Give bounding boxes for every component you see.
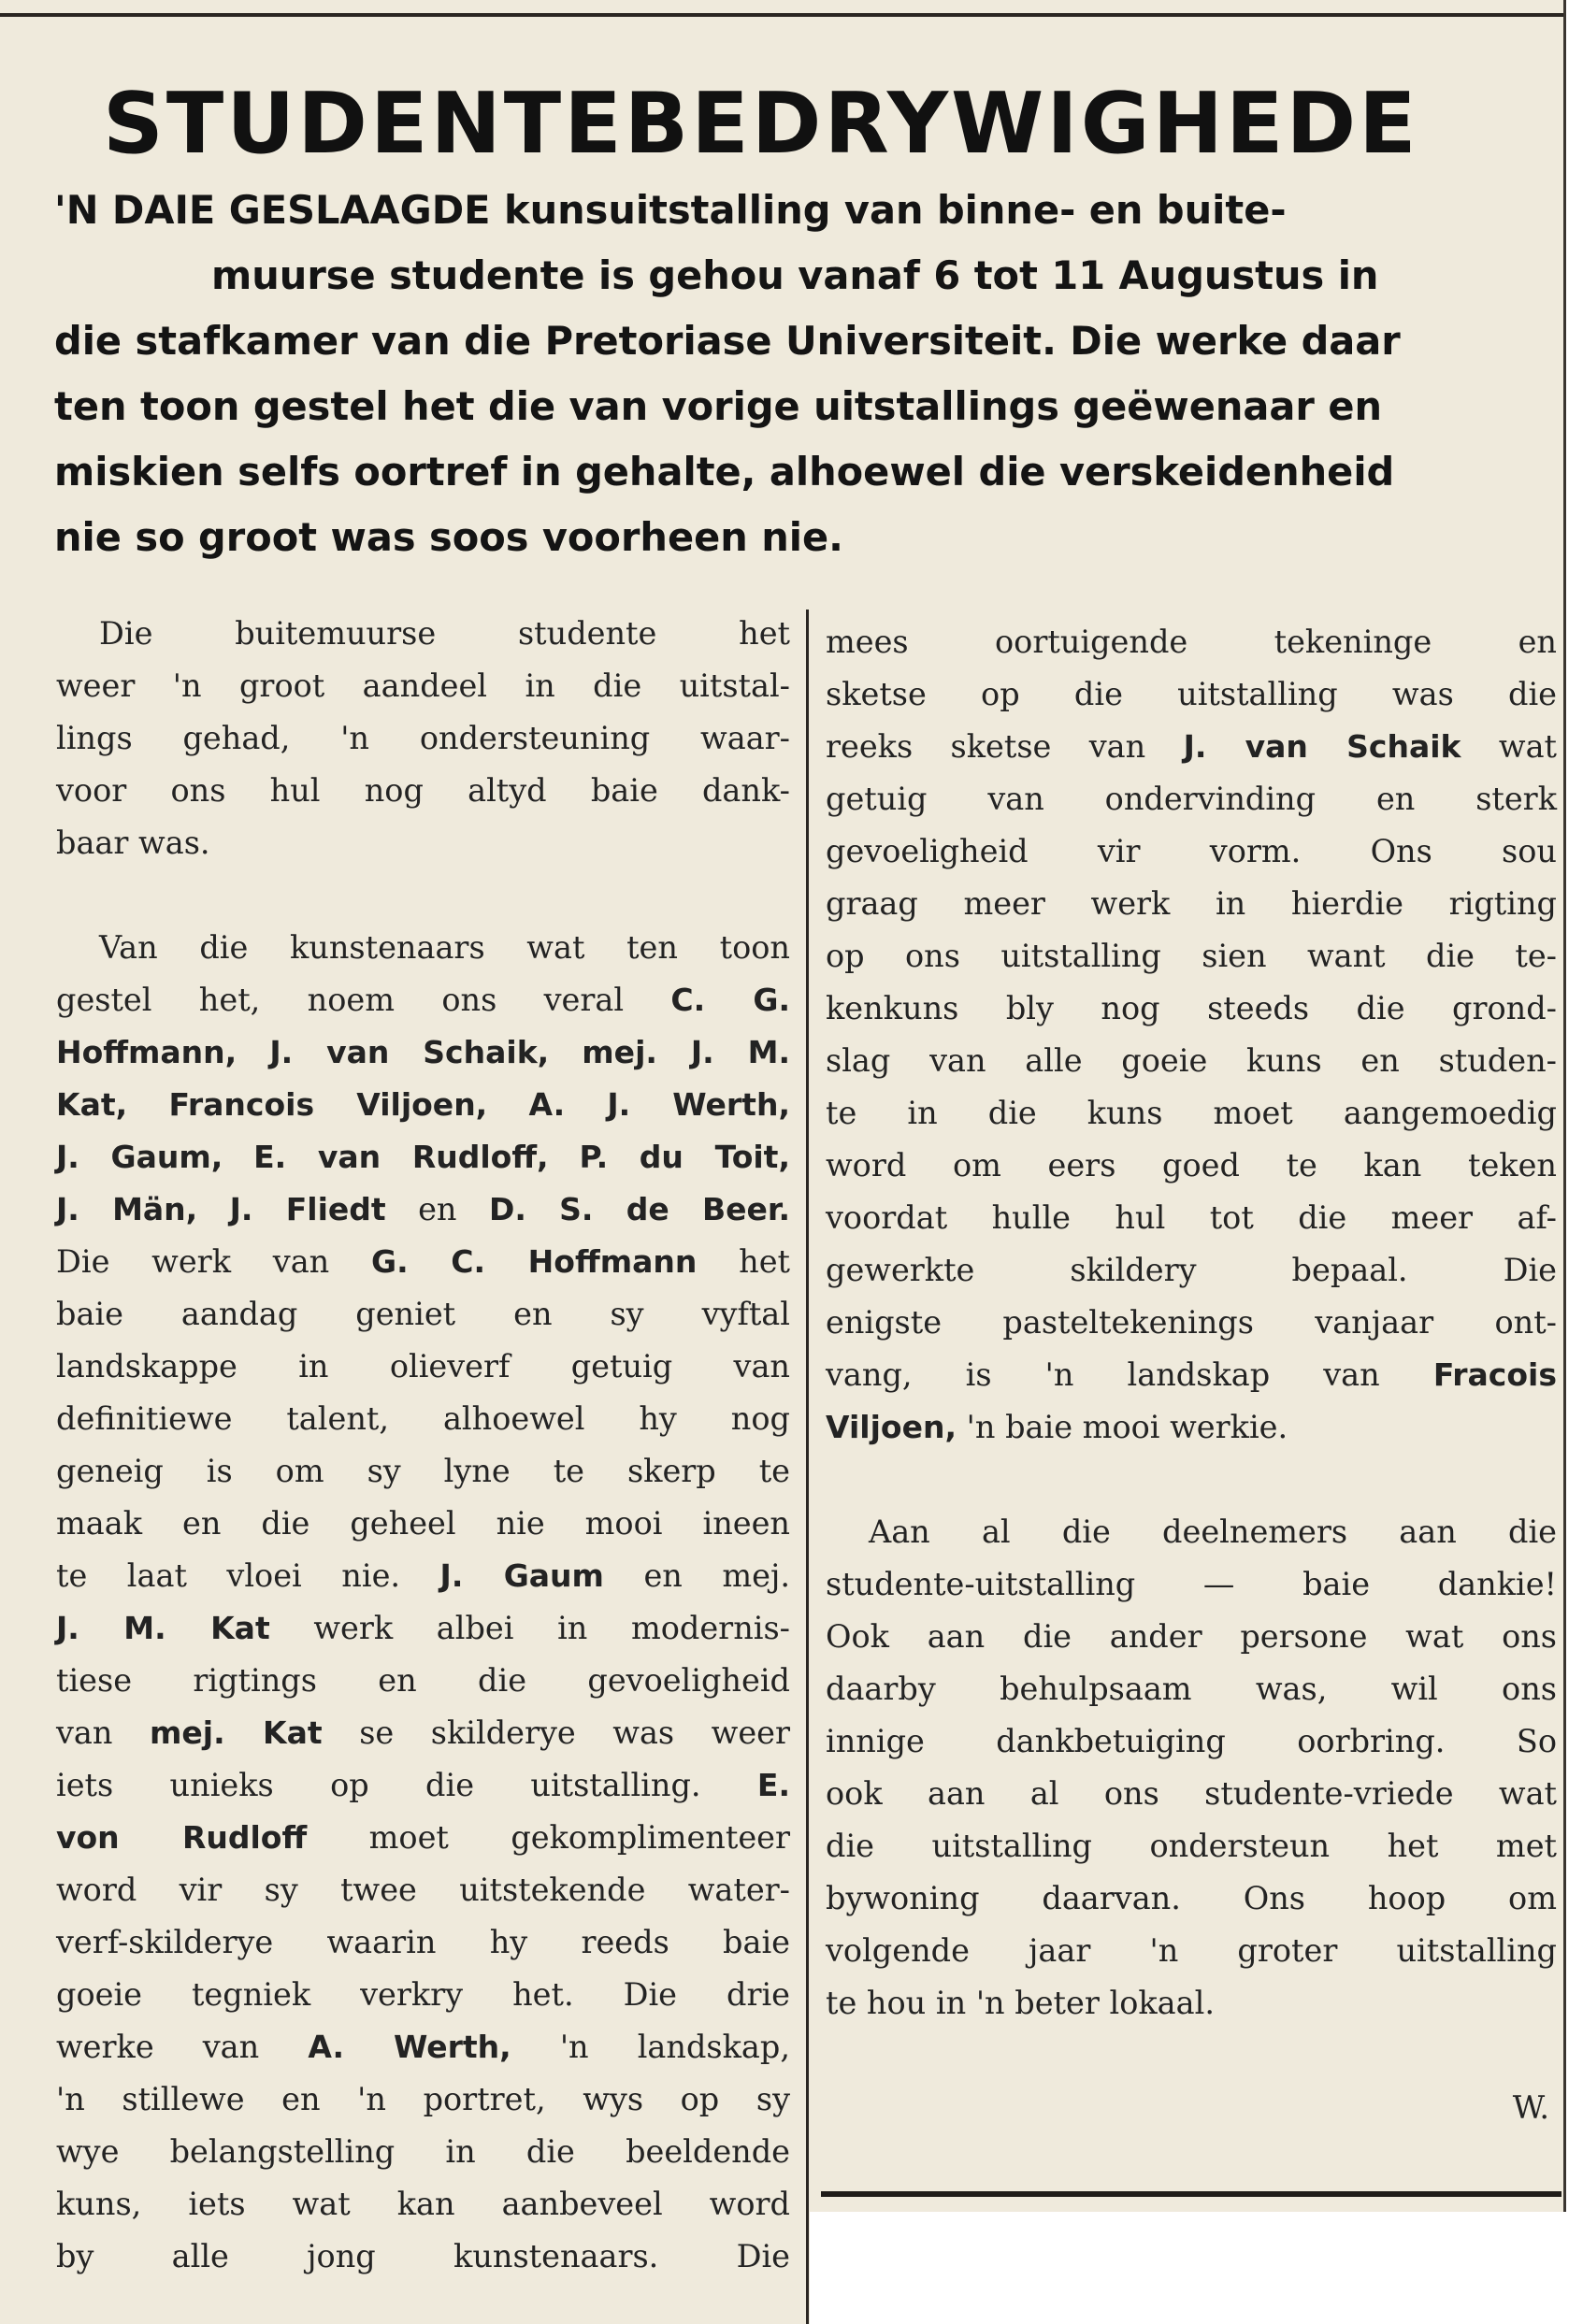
text-line: word om eers goed te kan teken <box>826 1147 1557 1184</box>
text-line: verf-skilderye waarin hy reeds baie <box>56 1924 790 1960</box>
text-line: baie aandag geniet en sy vyftal <box>56 1296 790 1332</box>
text-line: graag meer werk in hierdie rigting <box>826 885 1557 922</box>
lead-line: ten toon gestel het die van vorige uitstallings geëwenaar en <box>54 383 1383 429</box>
text-line: landskappe in olieverf getuig van <box>56 1348 790 1384</box>
text-line: kenkuns bly nog steeds die grond- <box>826 990 1557 1026</box>
text-line: daarby behulpsaam was, wil ons <box>826 1671 1557 1707</box>
text-line: voordat hulle hul tot die meer af- <box>826 1199 1557 1236</box>
text-line: te hou in 'n beter lokaal. <box>826 1985 1215 2021</box>
text-line: tiese rigtings en die gevoeligheid <box>56 1662 790 1699</box>
text-line: gestel het, noem ons veral C. G. <box>56 982 790 1018</box>
text-line: kuns, iets wat kan aanbeveel word <box>56 2186 790 2222</box>
text-line: Die buitemuurse studente het <box>99 615 790 652</box>
text-line: innige dankbetuiging oorbring. So <box>826 1723 1557 1759</box>
text-line: goeie tegniek verkry het. Die drie <box>56 1976 790 2013</box>
text-line: J. Män, J. Fliedt en D. S. de Beer. <box>56 1191 790 1227</box>
article-end-rule <box>821 2191 1561 2197</box>
text-line: Van die kunstenaars wat ten toon <box>99 929 790 966</box>
text-line: enigste pasteltekenings vanjaar ont- <box>826 1304 1557 1341</box>
text-line: volgende jaar 'n groter uitstalling <box>826 1932 1557 1969</box>
text-line: getuig van ondervinding en sterk <box>826 781 1557 817</box>
text-line: Hoffmann, J. van Schaik, mej. J. M. <box>56 1034 790 1070</box>
lead-line: die stafkamer van die Pretoriase Universiteit. Die werke daar <box>54 318 1401 364</box>
author-signature: W. <box>1512 2089 1549 2126</box>
text-line: weer 'n groot aandeel in die uitstal- <box>56 667 790 704</box>
text-line: vang, is 'n landskap van Fracois <box>826 1356 1557 1393</box>
text-line: Aan al die deelnemers aan die <box>869 1513 1557 1550</box>
text-line: Viljoen, 'n baie mooi werkie. <box>826 1409 1288 1445</box>
paragraph-gap <box>56 869 790 922</box>
headline: STUDENTEBEDRYWIGHEDE <box>103 75 1419 173</box>
text-line: voor ons hul nog altyd baie dank- <box>56 772 790 809</box>
text-line: ook aan al ons studente-vriede wat <box>826 1775 1557 1812</box>
text-line: Die werk van G. C. Hoffmann het <box>56 1243 790 1280</box>
text-line: reeks sketse van J. van Schaik wat <box>826 728 1557 765</box>
text-line: te in die kuns moet aangemoedig <box>826 1095 1557 1131</box>
text-line: word vir sy twee uitstekende water- <box>56 1872 790 1908</box>
text-line: geneig is om sy lyne te skerp te <box>56 1453 790 1489</box>
text-line: werke van A. Werth, 'n landskap, <box>56 2029 790 2065</box>
blank-corner <box>810 2212 1583 2324</box>
text-line: lings gehad, 'n ondersteuning waar- <box>56 720 790 756</box>
article-column-right <box>826 616 1557 2134</box>
lead-line: 'N DAIE GESLAAGDE kunsuitstalling van binne- en buite- <box>54 187 1287 233</box>
text-line: Ook aan die ander persone wat ons <box>826 1618 1557 1655</box>
text-line: Kat, Francois Viljoen, A. J. Werth, <box>56 1086 790 1123</box>
text-line: op ons uitstalling sien want die te- <box>826 938 1557 974</box>
text-line: 'n stillewe en 'n portret, wys op sy <box>56 2081 790 2117</box>
text-line: baar was. <box>56 825 210 861</box>
text-line: wye belangstelling in die beeldende <box>56 2133 790 2170</box>
text-line: van mej. Kat se skilderye was weer <box>56 1714 791 1751</box>
text-line: bywoning daarvan. Ons hoop om <box>826 1880 1557 1916</box>
text-line: die uitstalling ondersteun het met <box>826 1828 1557 1864</box>
paragraph-gap <box>826 1454 1557 1506</box>
lead-paragraph <box>54 178 1550 570</box>
article-column-left <box>56 608 790 2283</box>
text-line: mees oortuigende tekeninge en <box>826 624 1557 660</box>
lead-line: muurse studente is gehou vanaf 6 tot 11 Augustus in <box>211 252 1379 298</box>
right-page-edge <box>1563 0 1566 2324</box>
lead-line: nie so groot was soos voorheen nie. <box>54 514 843 560</box>
text-line: te laat vloei nie. J. Gaum en mej. <box>56 1557 790 1594</box>
text-line: slag van alle goeie kuns en studen- <box>826 1042 1557 1079</box>
text-line: definitiewe talent, alhoewel hy nog <box>56 1400 790 1437</box>
text-line: iets unieks op die uitstalling. E. <box>56 1767 790 1803</box>
top-rule <box>0 13 1563 17</box>
text-line: gewerkte skildery bepaal. Die <box>826 1252 1557 1288</box>
column-divider <box>806 610 809 2324</box>
text-line: studente-uitstalling — baie dankie! <box>826 1566 1557 1602</box>
lead-line: miskien selfs oortref in gehalte, alhoewel die verskeidenheid <box>54 449 1395 495</box>
text-line: sketse op die uitstalling was die <box>826 676 1557 712</box>
text-line: von Rudloff moet gekomplimenteer <box>56 1819 790 1856</box>
text-line: maak en die geheel nie mooi ineen <box>56 1505 790 1542</box>
text-line: J. M. Kat werk albei in modernis- <box>56 1610 790 1646</box>
text-line: gevoeligheid vir vorm. Ons sou <box>826 833 1557 869</box>
text-line: by alle jong kunstenaars. Die <box>56 2238 790 2274</box>
paragraph-gap <box>826 2030 1557 2082</box>
text-line: J. Gaum, E. van Rudloff, P. du Toit, <box>56 1139 790 1175</box>
